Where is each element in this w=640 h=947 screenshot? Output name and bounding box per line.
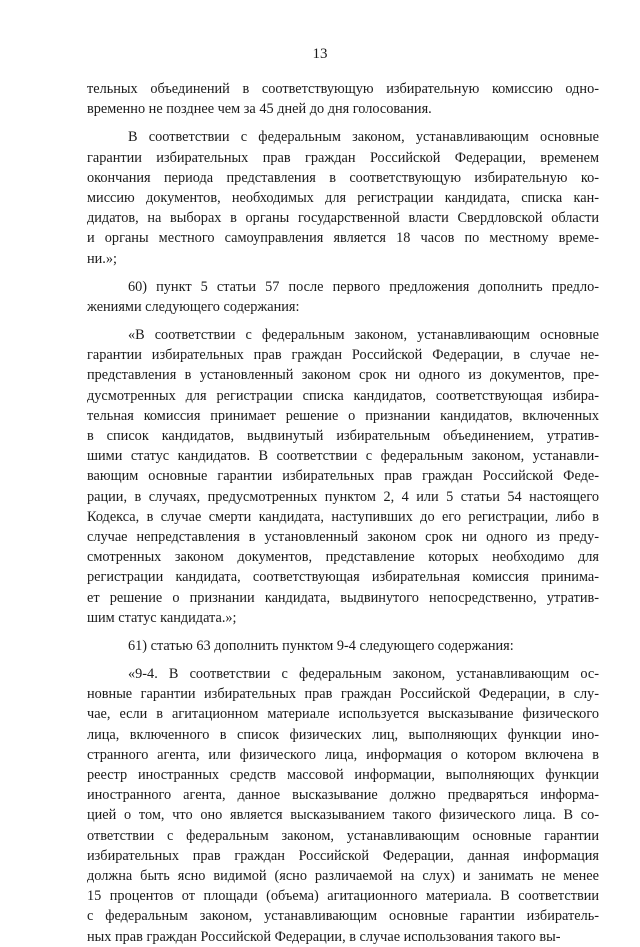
text-line: ет решение о признании кандидата, выдвинутого непосредственно, утратив-: [87, 589, 599, 606]
text-line: 61) статью 63 дополнить пунктом 9-4 следующего содержания:: [128, 637, 514, 654]
paragraph: [87, 277, 599, 317]
text-line: ответствии с федеральным законом, устанавливающим основные гарантии: [87, 827, 599, 844]
text-line: странного агента, или физического лица, информация о котором включена в: [87, 746, 599, 763]
text-line: лица, включенного в список физических лиц, выполняющих функции ино-: [87, 726, 599, 743]
text-line: ни.»;: [87, 250, 117, 267]
text-line: избирательных прав граждан Российской Федерации, данная информация: [87, 847, 599, 864]
text-line: чае, если в агитационном материале используется высказывание физического: [87, 706, 599, 723]
text-line: новные гарантии избирательных прав граждан Российской Федерации, в слу-: [87, 686, 599, 703]
text-line: и органы местного самоуправления является 18 часов по местному време-: [87, 230, 599, 247]
text-line: временно не позднее чем за 45 дней до дня голосования.: [87, 101, 432, 118]
text-line: должна быть ясно видимой (ясно различаемой на слух) и занимать не менее: [87, 867, 599, 884]
text-line: ных прав граждан Российской Федерации, в случае использования такого вы-: [87, 928, 561, 945]
text-line: иностранного агента, данное высказывание должно предваряться информа-: [87, 787, 599, 804]
text-line: шим статус кандидата.»;: [87, 609, 237, 626]
paragraph-gap: [87, 269, 599, 277]
page-number: 13: [312, 46, 328, 62]
text-line: рации, в случаях, предусмотренных пунктом 2, 4 или 5 статьи 54 настоящего: [87, 488, 599, 505]
text-line: смотренных законом документов, представление которых необходимо для: [87, 549, 599, 566]
text-line: «9-4. В соответствии с федеральным законом, устанавливающим ос-: [128, 666, 599, 683]
text-line: дидатов, на выборах в органы государственной власти Свердловской области: [87, 210, 599, 227]
text-line: реестр иностранных средств массовой информации, выполняющих функции: [87, 767, 599, 783]
text-line: миссию документов, необходимых для регистрации кандидата, списка кан-: [87, 189, 599, 206]
text-line: цией о том, что оно является высказыванием такого физического лица. В со-: [87, 807, 599, 824]
paragraph-gap: [87, 628, 599, 636]
text-line: в список кандидатов, выдвинутый избирательным объединением, утратив-: [87, 428, 599, 444]
text-line: тельная комиссия принимает решение о признании кандидатов, включенных: [87, 407, 599, 424]
text-line: регистрации кандидата, соответствующая избирательная комиссия принима-: [87, 569, 599, 586]
paragraph: [87, 636, 599, 656]
paragraph: [87, 325, 599, 628]
text-line: дусмотренных для регистрации списка кандидатов, соответствующая избира-: [87, 387, 599, 404]
text-line: окончания периода представления в соответствующую избирательную ко-: [87, 169, 599, 186]
text-line: жениями следующего содержания:: [87, 298, 300, 315]
text-line: случае непредставления в установленный законом срок ни одного из преду-: [87, 528, 599, 545]
paragraph-gap: [87, 317, 599, 325]
paragraph: [87, 127, 599, 268]
text-line: 15 процентов от площади (объема) агитационного материала. В соответствии: [87, 888, 599, 905]
text-line: с федеральным законом, устанавливающим основные гарантии избиратель-: [87, 908, 599, 925]
paragraph: [87, 664, 599, 947]
text-line: В соответствии с федеральным законом, устанавливающим основные: [128, 129, 599, 146]
text-line: Кодекса, в случае смерти кандидата, наступивших до его регистрации, либо в: [87, 508, 599, 525]
text-line: 60) пункт 5 статьи 57 после первого предложения дополнить предло-: [128, 278, 599, 295]
text-line: гарантии избирательных прав граждан Российской Федерации, временем: [87, 149, 599, 166]
document-body: [87, 79, 599, 947]
text-line: представления в установленный законом срок ни одного из документов, пре-: [87, 367, 599, 384]
text-line: вающим основные гарантии избирательных прав граждан Российской Феде-: [87, 468, 599, 485]
paragraph: [87, 79, 599, 119]
text-line: тельных объединений в соответствующую избирательную комиссию одно-: [87, 81, 599, 97]
paragraph-gap: [87, 656, 599, 664]
text-line: гарантии избирательных прав граждан Российской Федерации, в случае не-: [87, 347, 599, 364]
text-line: «В соответствии с федеральным законом, устанавливающим основные: [128, 327, 599, 344]
paragraph-gap: [87, 119, 599, 127]
text-line: шими статус кандидатов. В соответствии с федеральным законом, устанавли-: [87, 448, 599, 465]
